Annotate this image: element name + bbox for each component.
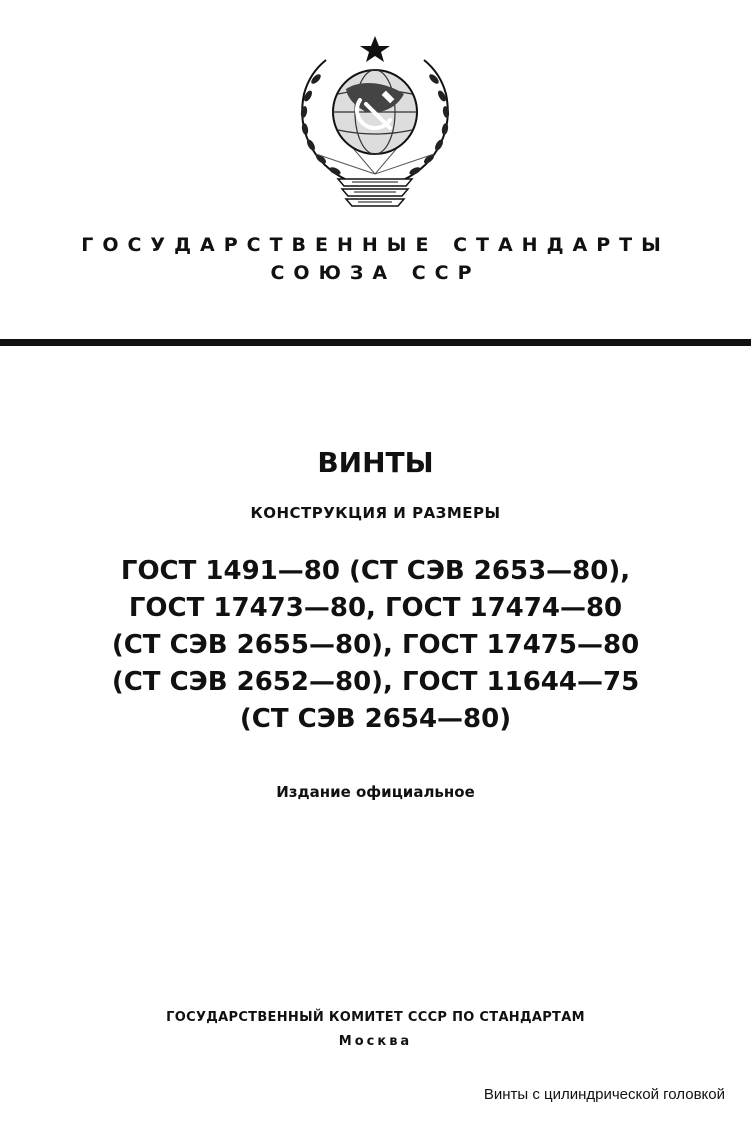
ussr-state-emblem-icon: [286, 34, 464, 212]
publisher-name: ГОСУДАРСТВЕННЫЙ КОМИТЕТ СССР ПО СТАНДАРТАМ: [166, 1010, 585, 1025]
gost-line: (СТ СЭВ 2652—80), ГОСТ 11644—75: [111, 667, 640, 697]
document-title: ВИНТЫ: [317, 446, 434, 479]
gost-line: ГОСТ 17473—80, ГОСТ 17474—80: [128, 593, 623, 623]
series-title-line2: СОЮЗА ССР: [270, 262, 481, 284]
publisher-city: Москва: [338, 1034, 413, 1049]
document-subtitle: КОНСТРУКЦИЯ И РАЗМЕРЫ: [250, 504, 501, 522]
gost-line: ГОСТ 1491—80 (СТ СЭВ 2653—80),: [120, 556, 631, 586]
horizontal-rule: [0, 339, 751, 346]
series-title-line1: ГОСУДАРСТВЕННЫЕ СТАНДАРТЫ: [81, 234, 670, 256]
gost-line: (СТ СЭВ 2655—80), ГОСТ 17475—80: [111, 630, 640, 660]
edition-label: Издание официальное: [276, 783, 475, 801]
image-caption: Винты с цилиндрической головкой: [483, 1086, 725, 1103]
gost-line: (СТ СЭВ 2654—80): [239, 704, 512, 734]
